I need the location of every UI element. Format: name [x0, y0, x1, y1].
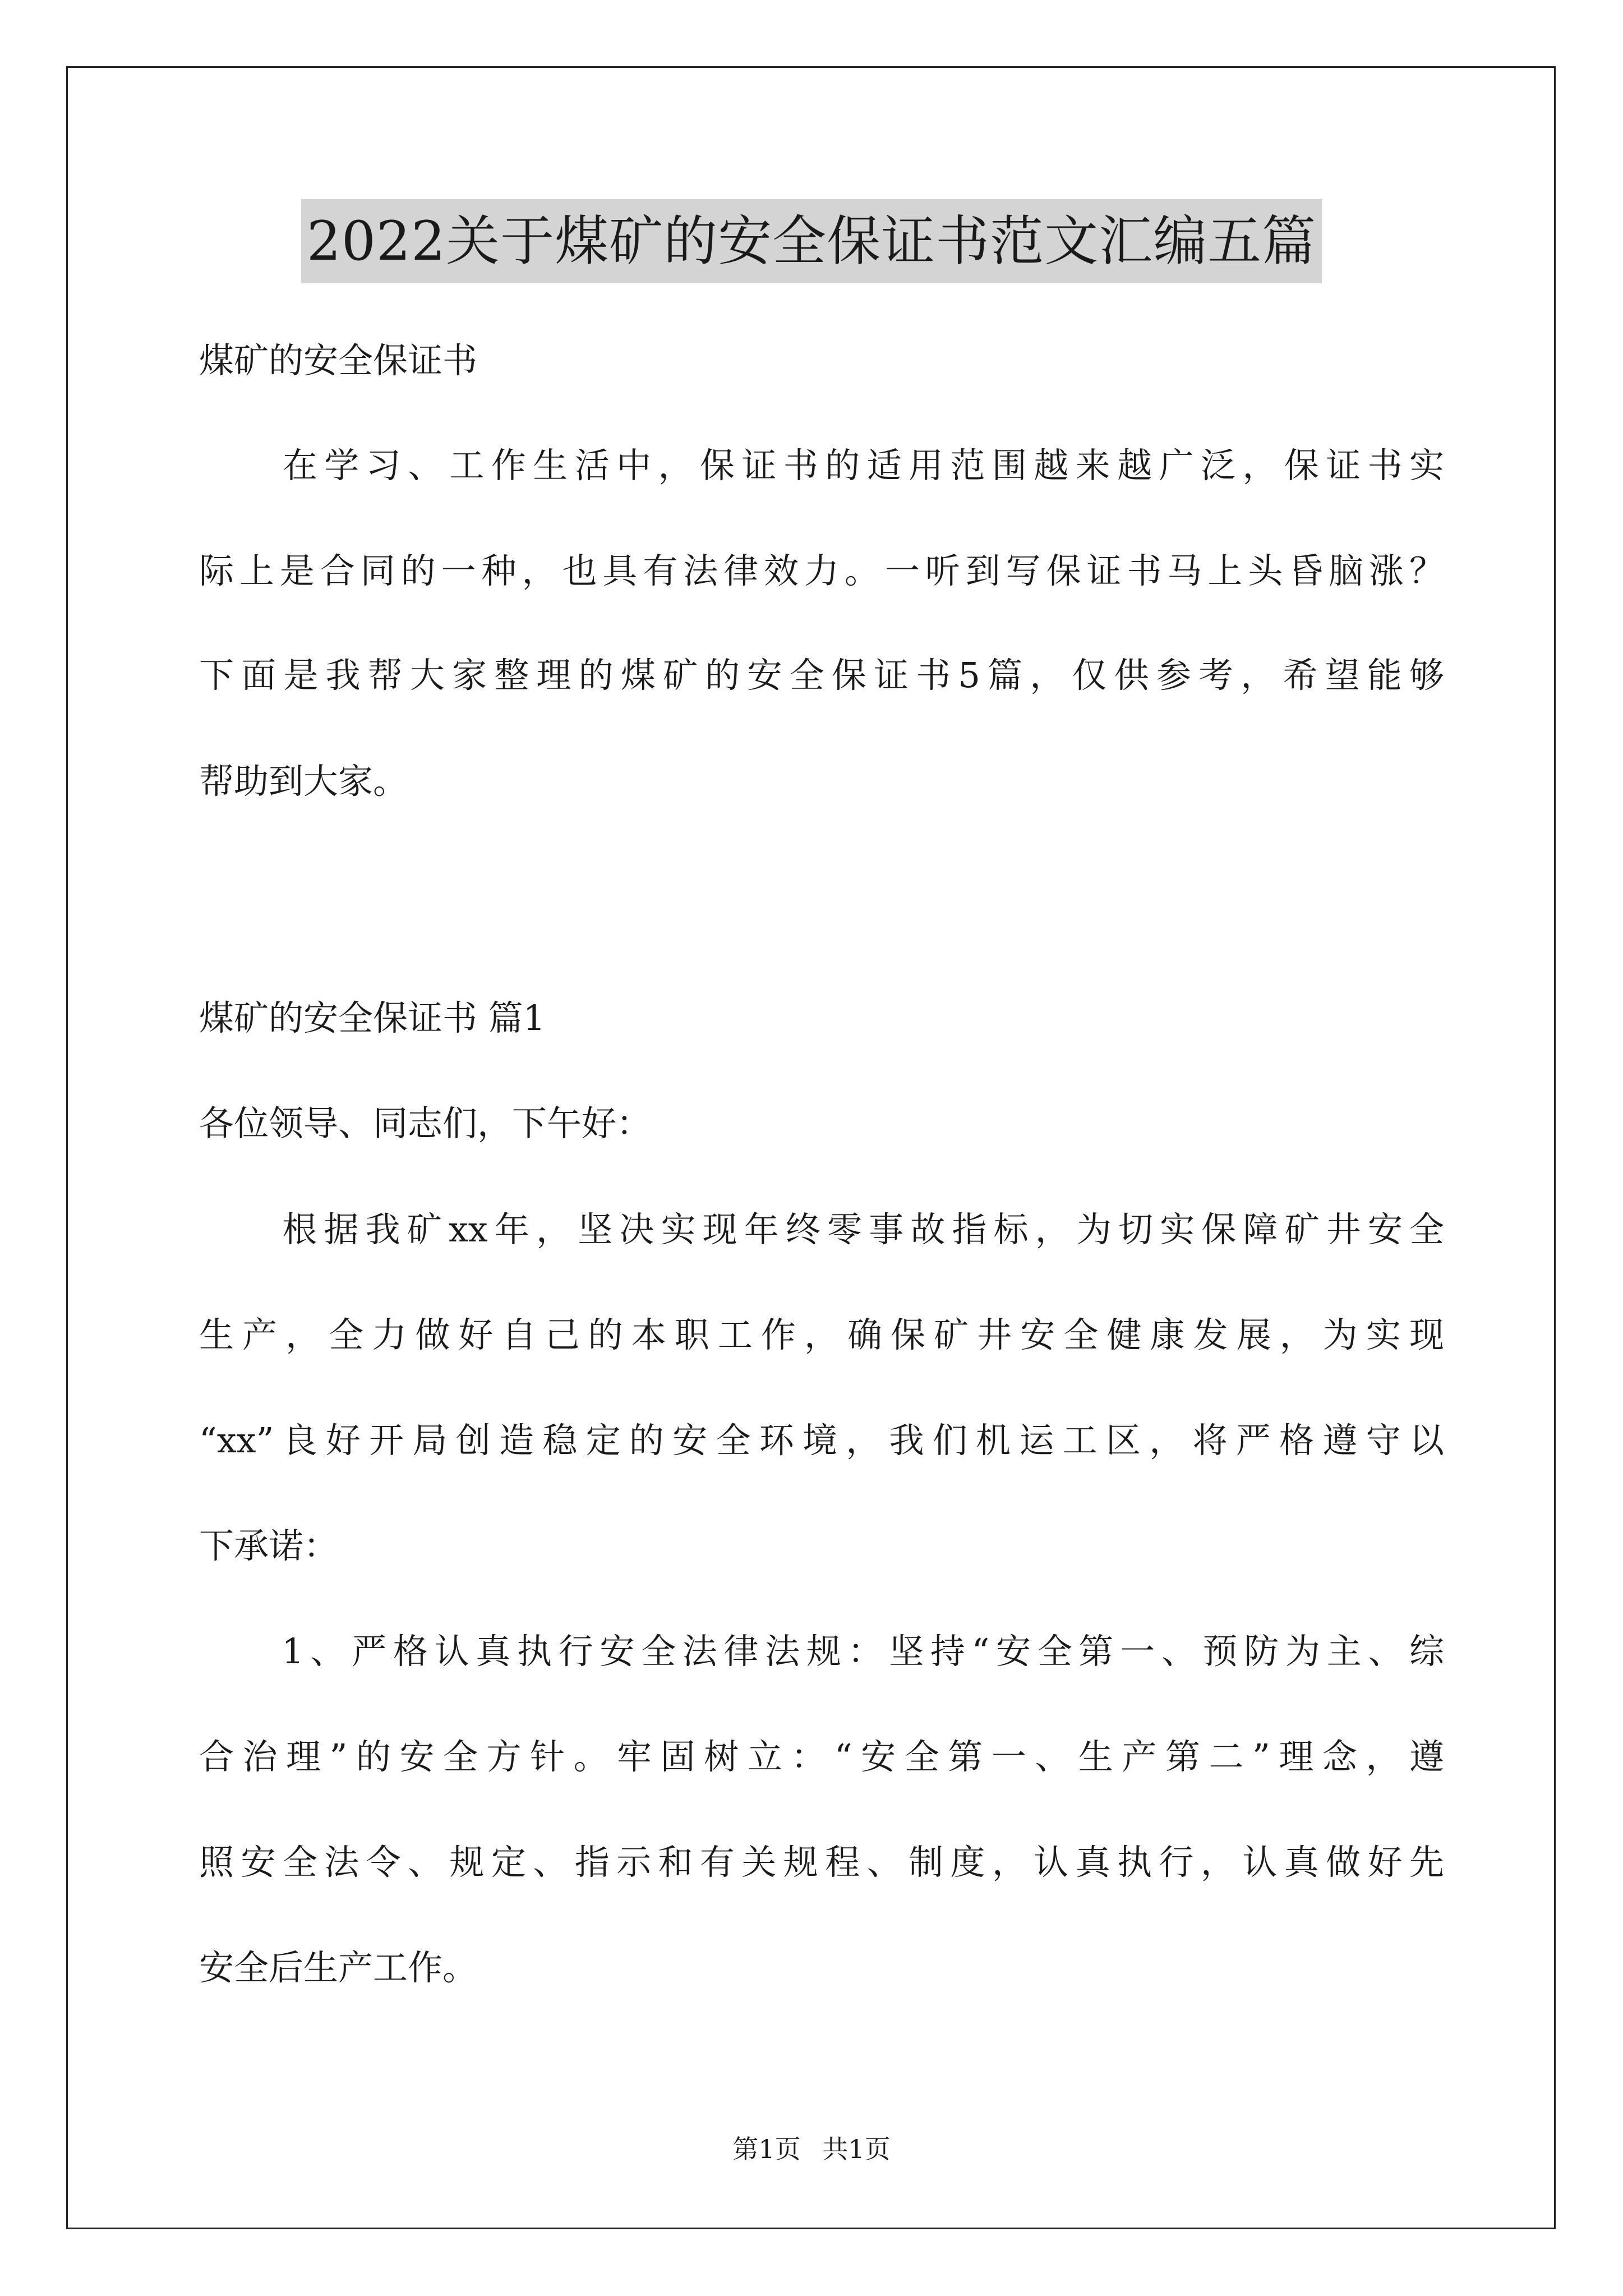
- title-container: [0, 199, 1623, 283]
- paragraph-line: 合治理”的安全方针。牢固树立：“安全第一、生产第二”理念，遵: [199, 1736, 1444, 1777]
- section-heading: 煤矿的安全保证书 篇1: [199, 997, 546, 1038]
- paragraph-line: 际上是合同的一种，也具有法律效力。一听到写保证书马上头昏脑涨？: [199, 550, 1444, 591]
- section-heading: 煤矿的安全保证书: [199, 340, 478, 381]
- page-number: 第1页: [732, 2134, 801, 2164]
- page-total: 共1页: [822, 2134, 891, 2164]
- paragraph-line: 下面是我帮大家整理的煤矿的安全保证书5篇，仅供参考，希望能够: [199, 655, 1444, 696]
- paragraph-line: 生产，全力做好自己的本职工作，确保矿井安全健康发展，为实现: [199, 1314, 1444, 1355]
- paragraph-line: “xx”良好开局创造稳定的安全环境，我们机运工区，将严格遵守以: [199, 1420, 1444, 1461]
- salutation: 各位领导、同志们，下午好：: [199, 1103, 652, 1144]
- paragraph-line: 1、严格认真执行安全法律法规：坚持“安全第一、预防为主、综: [199, 1631, 1444, 1672]
- paragraph-line: 帮助到大家。: [199, 761, 408, 802]
- paragraph-line: 下承诺：: [199, 1525, 339, 1566]
- document-title: 2022关于煤矿的安全保证书范文汇编五篇: [301, 199, 1322, 283]
- paragraph-line: 安全后生产工作。: [199, 1947, 478, 1988]
- paragraph-line: 在学习、工作生活中，保证书的适用范围越来越广泛，保证书实: [199, 445, 1444, 486]
- page-footer: [0, 2129, 1623, 2166]
- paragraph-line: 照安全法令、规定、指示和有关规程、制度，认真执行，认真做好先: [199, 1842, 1444, 1883]
- page-border: [66, 66, 1556, 2229]
- paragraph-line: 根据我矿xx年，坚决实现年终零事故指标，为切实保障矿井安全: [199, 1209, 1444, 1250]
